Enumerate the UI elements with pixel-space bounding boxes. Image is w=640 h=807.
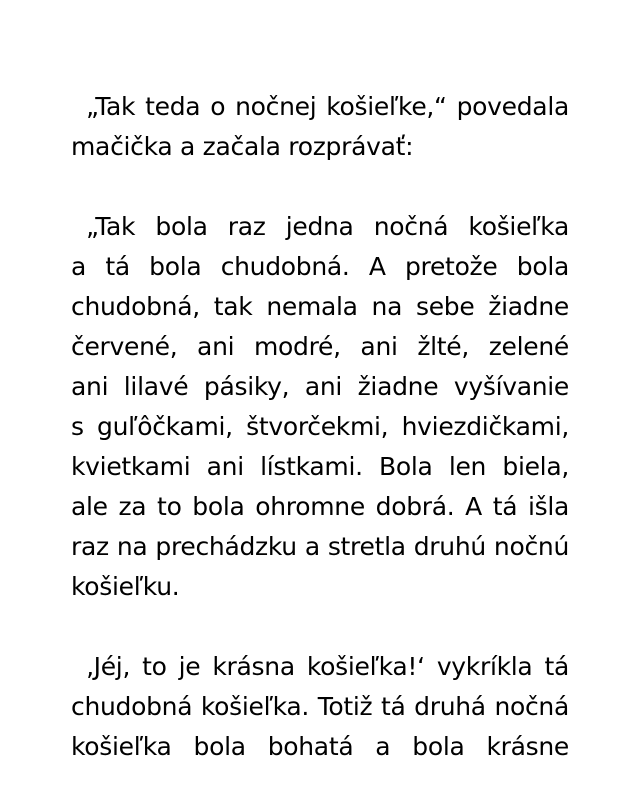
text-line: červené, ani modré, ani žlté, zelené [71,332,569,361]
paragraph-1 [71,87,569,167]
text-line: „Tak teda o nočnej košieľke,“ povedala [86,92,569,121]
text-line: a tá bola chudobná. A pretože bola [71,252,569,281]
text-line: chudobná košieľka. Totiž tá druhá nočná [71,692,569,721]
paragraph-2 [71,207,569,607]
text-line: ‚Jéj, to je krásna košieľka!‘ vykríkla tá [86,652,569,681]
text-line: raz na prechádzku a stretla druhú nočnú [71,532,569,561]
text-line: kvietkami ani lístkami. Bola len biela, [71,452,569,481]
text-line: ale za to bola ohromne dobrá. A tá išla [71,492,569,521]
text-line: ani lilavé pásiky, ani žiadne vyšívanie [71,372,569,401]
paragraph-3 [71,647,569,767]
text-line: „Tak bola raz jedna nočná košieľka [86,212,569,241]
text-line: mačička a začala rozprávať: [71,132,414,161]
text-line: chudobná, tak nemala na sebe žiadne [71,292,569,321]
text-line: košieľku. [71,572,180,601]
text-line: košieľka bola bohatá a bola krásne [71,732,569,761]
text-line: s guľôčkami, štvorčekmi, hviezdičkami, [71,412,569,441]
story-text [71,87,569,807]
